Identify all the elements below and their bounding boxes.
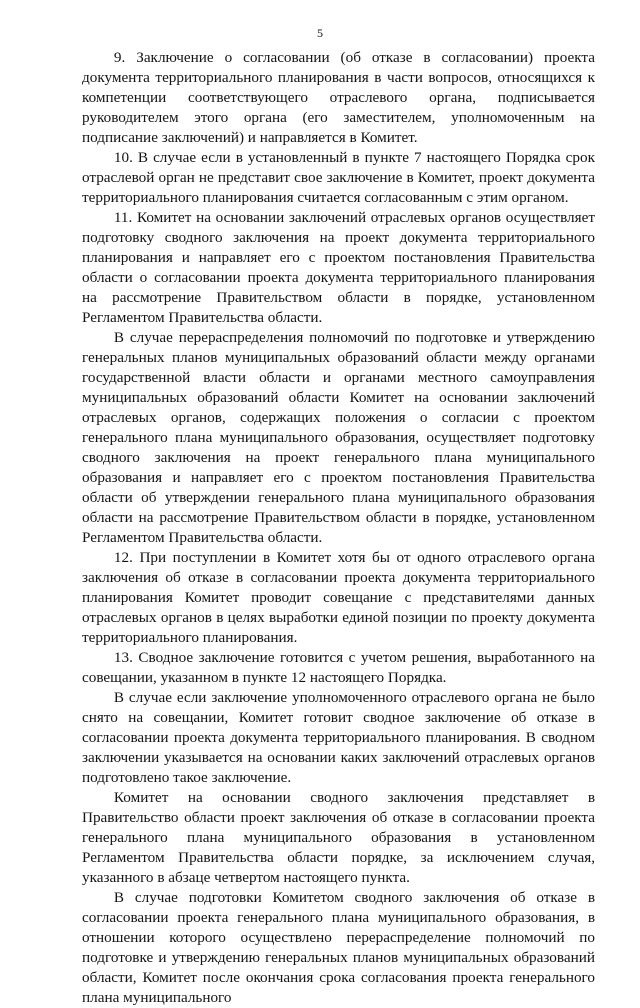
paragraph-10: 10. В случае если в установленный в пункте 7 настоящего Порядка срок отраслевой орган не представит свое заключение в Комитет, проект документа территориального планирования считается согласованным с этим органом.	[82, 149, 595, 206]
document-body	[82, 48, 595, 1008]
paragraph-11-redistribution: В случае перераспределения полномочий по подготовке и утверждению генеральных планов муниципальных образований области между органами государственной власти области и органами местного самоуправления муниципальных образований области Комитет на основании заключений отраслевых органов, содержащих положения о согласии с проектом генерального плана муниципального образования, осуществляет подготовку сводного заключения на проект генерального плана муниципального образования и направляет его с проектом постановления Правительства области об утверждении генерального плана муниципального образования области на рассмотрение Правительством области в порядке, установленном Регламентом Правительства области.	[82, 329, 595, 546]
paragraph-12: 12. При поступлении в Комитет хотя бы от одного отраслевого органа заключения об отказе в согласовании проекта документа территориального планирования Комитет проводит совещание с представителями данных отраслевых органов в целях выработки единой позиции по проекту документа территориального планирования.	[82, 549, 595, 646]
paragraph-11: 11. Комитет на основании заключений отраслевых органов осуществляет подготовку сводного заключения на проект документа территориального планирования и направляет его с проектом постановления Правительства области о согласовании проекта документа территориального планирования на рассмотрение Правительством области в порядке, установленном Регламентом Правительства области.	[82, 209, 595, 326]
paragraph-13-summary-refusal: В случае подготовки Комитетом сводного заключения об отказе в согласовании проекта генерального плана муниципального образования, в отношении которого осуществлено перераспределение полномочий по подготовке и утверждению генеральных планов муниципальных образований области, Комитет после окончания срока согласования проекта генерального плана муниципального	[82, 889, 595, 1006]
paragraph-13: 13. Сводное заключение готовится с учетом решения, выработанного на совещании, указанном в пункте 12 настоящего Порядка.	[82, 649, 595, 686]
paragraph-13-not-removed: В случае если заключение уполномоченного отраслевого органа не было снято на совещании, Комитет готовит сводное заключение об отказе в согласовании проекта документа территориального планирования. В сводном заключении указывается на основании каких заключений отраслевых органов подготовлено такое заключение.	[82, 689, 595, 786]
paragraph-13-committee: Комитет на основании сводного заключения представляет в Правительство области проект заключения об отказе в согласовании проекта генерального плана муниципального образования в установленном Регламентом Правительства области порядке, за исключением случая, указанного в абзаце четвертом настоящего пункта.	[82, 789, 595, 886]
paragraph-9: 9. Заключение о согласовании (об отказе в согласовании) проекта документа территориального планирования в части вопросов, относящихся к компетенции соответствующего отраслевого органа, подписывается руководителем этого органа (его заместителем, уполномоченным на подписание заключений) и направляется в Комитет.	[82, 49, 595, 146]
page-number: 5	[317, 26, 323, 40]
